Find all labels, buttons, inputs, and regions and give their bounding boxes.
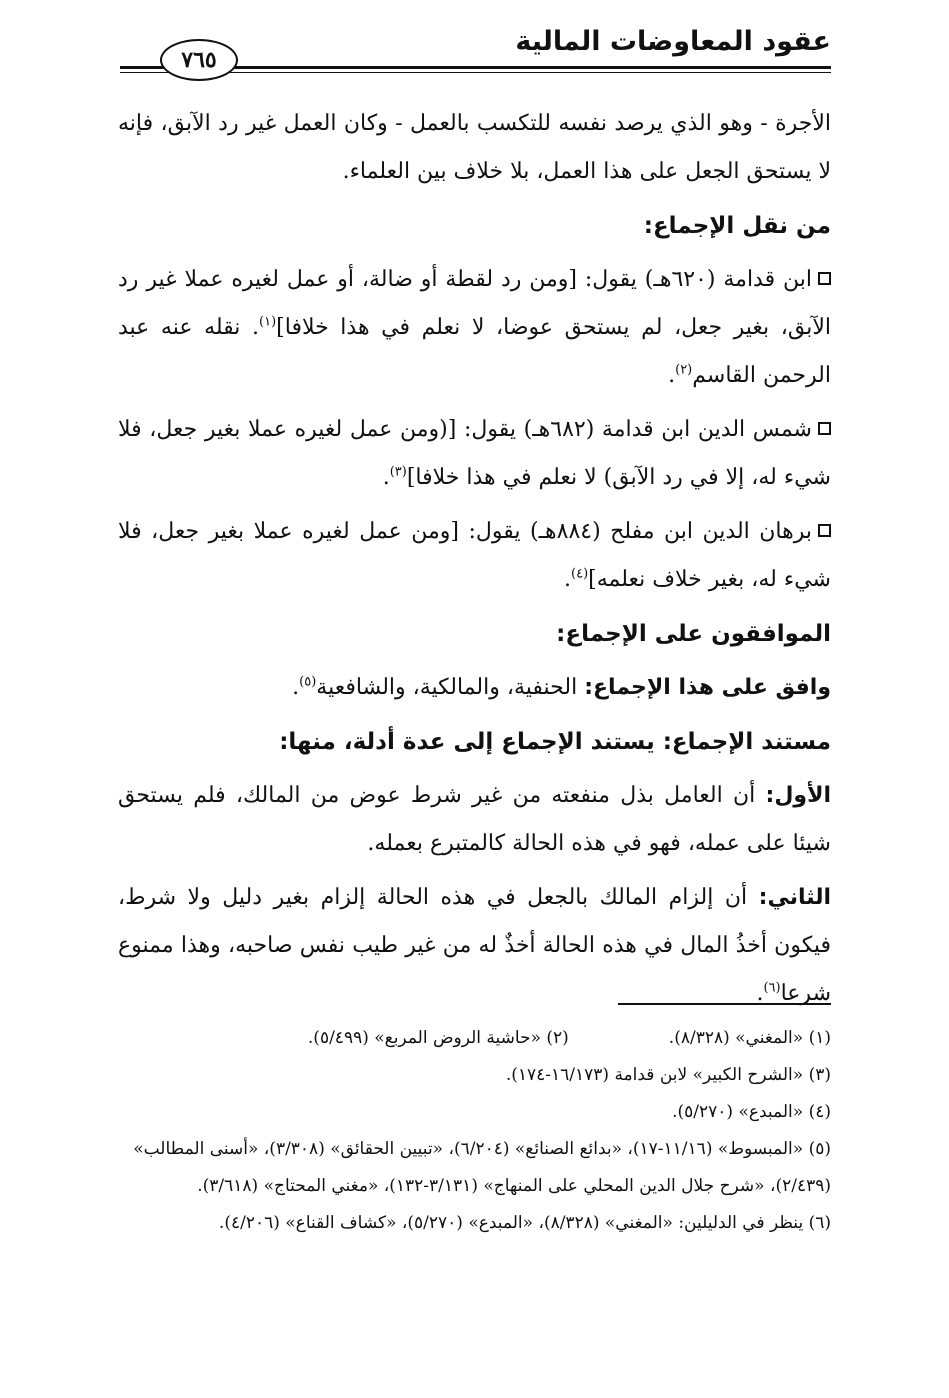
footnote-row: [118, 1020, 831, 1057]
footnote-ref-6: (٦): [763, 980, 781, 996]
footnote-ref-1: (١): [259, 314, 277, 330]
agree-paragraph: وافق على هذا الإجماع: الحنفية، والمالكية، والشافعية$^{(٥)}$.: [292, 674, 831, 700]
footnote-ref-2: (٢): [675, 362, 693, 378]
footnote-5: (٥) «المبسوط» (١١/١٦-١٧)، «بدائع الصنائع» (٦/٢٠٤)، «تبيين الحقائق» (٣/٣٠٨)، «أسنى المطالب» (٢/٤٣٩)، «شرح جلال الدين المحلي على المنهاج» (٣/١٣١-١٣٢)، «مغني المحتاج» (٣/٦١٨).: [133, 1139, 831, 1196]
footnote-1: (١) «المغني» (٨/٣٢٨).: [668, 1028, 831, 1048]
intro-paragraph: الأجرة - وهو الذي يرصد نفسه للتكسب بالعمل - وكان العمل غير رد الآبق، فإنه لا يستحق الجعل على هذا العمل، بلا خلاف بين العلماء.: [118, 111, 831, 184]
footnote-3: (٣) «الشرح الكبير» لابن قدامة (١٦/١٧٣-١٧٤).: [505, 1065, 831, 1085]
checkbox-bullet-icon: [818, 272, 831, 285]
heading-ijma-transmitters: من نقل الإجماع:: [643, 213, 831, 239]
footnote-2: (٢) «حاشية الروض المربع» (٥/٤٩٩).: [307, 1028, 569, 1048]
quote-shams-ibn-qudama: شمس الدين ابن قدامة (٦٨٢هـ) يقول: [(ومن عمل لغيره عملا بغير جعل، فلا شيء له، إلا في رد الآبق) لا نعلم في هذا خلافا]$^{(٣)}$.: [118, 417, 831, 490]
heading-agreeing: الموافقون على الإجماع:: [556, 621, 831, 647]
running-header-title: عقود المعاوضات المالية: [515, 26, 831, 57]
footnote-6: (٦) ينظر في الدليلين: «المغني» (٨/٣٢٨)، «المبدع» (٥/٢٧٠)، «كشاف القناع» (٤/٢٠٦).: [218, 1213, 831, 1233]
footnote-ref-5: (٥): [299, 674, 317, 690]
footnote-ref-3: (٣): [389, 464, 407, 480]
heading-basis: مستند الإجماع: يستند الإجماع إلى عدة أدلة، منها:: [279, 729, 831, 755]
quote-ibn-qudama: ابن قدامة (٦٢٠هـ) يقول: [ومن رد لقطة أو ضالة، أو عمل لغيره عملا غير رد الآبق، بغير جعل، لم يستحق عوضا، لا نعلم في هذا خلافا]$^{(١)}$. نقله عنه عبد الرحمن القاسم$^{(٢)}$.: [118, 267, 831, 388]
second-evidence: الثاني: أن إلزام المالك بالجعل في هذه الحالة إلزام بغير دليل ولا شرط، فيكون أخذُ المال في هذه الحالة أخذٌ له من غير طيب نفس صاحبه، وهذا ممنوع شرعا$^{(٦)}$.: [118, 885, 831, 1006]
quote-ibn-muflih: برهان الدين ابن مفلح (٨٨٤هـ) يقول: [ومن عمل لغيره عملا بغير جعل، فلا شيء له، بغير خلاف نعلمه]$^{(٤)}$.: [118, 519, 831, 592]
first-evidence: الأول: أن العامل بذل منفعته من غير شرط عوض من المالك، فلم يستحق شيئا على عمله، فهو في هذه الحالة كالمتبرع بعمله.: [118, 783, 831, 856]
body-text: [118, 100, 831, 1024]
checkbox-bullet-icon: [818, 422, 831, 435]
footnotes: [118, 1020, 831, 1242]
footnote-ref-4: (٤): [571, 566, 589, 582]
page-number-badge: ٧٦٥: [160, 39, 238, 81]
footnote-4: (٤) «المبدع» (٥/٢٧٠).: [672, 1102, 831, 1122]
footnote-separator: [618, 1003, 831, 1005]
checkbox-bullet-icon: [818, 524, 831, 537]
